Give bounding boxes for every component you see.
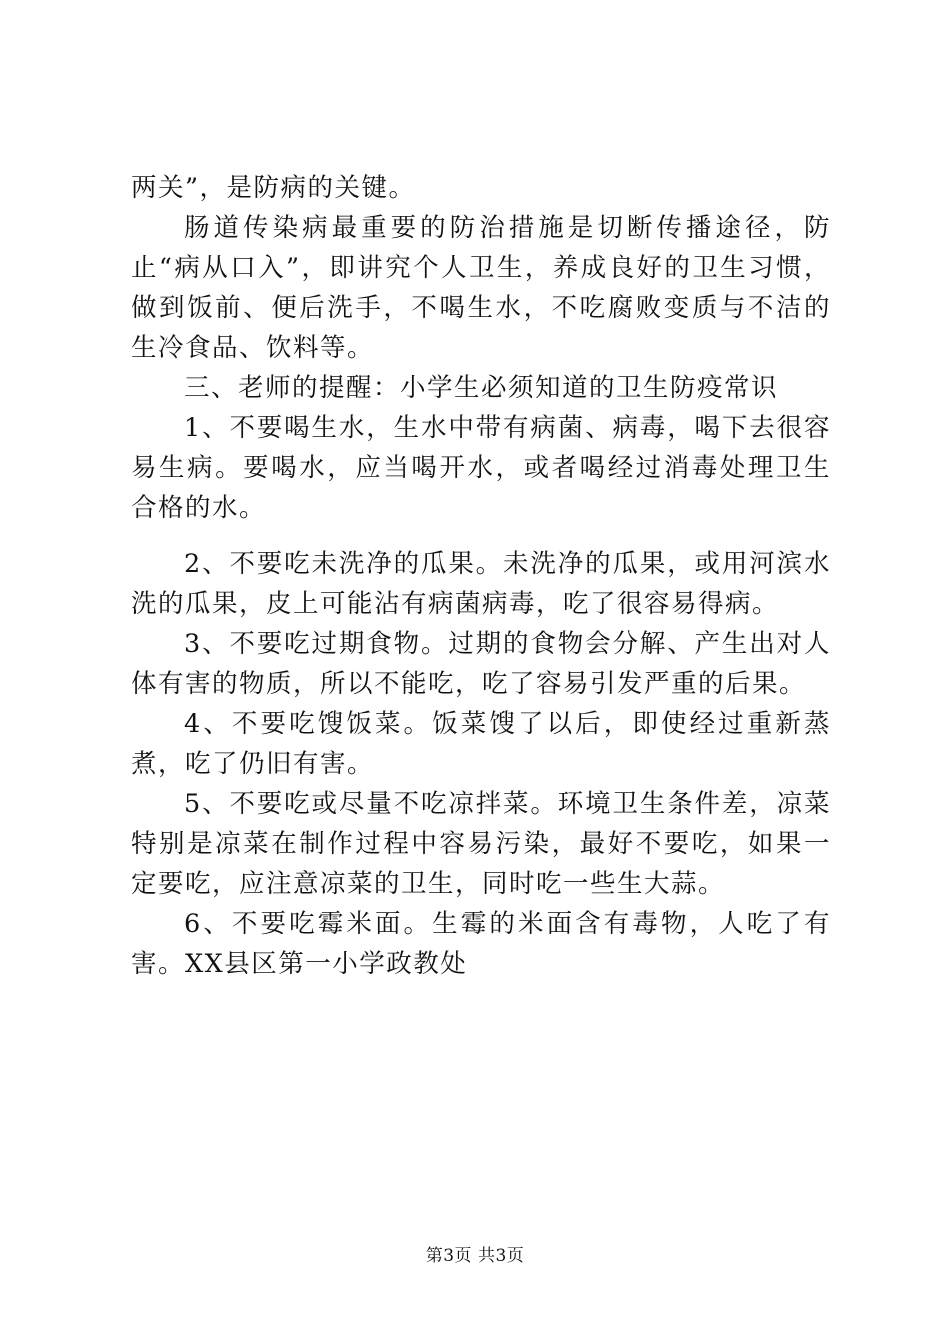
list-item-4: 4、不要吃馊饭菜。饭菜馊了以后，即使经过重新蒸煮，吃了仍旧有害。	[131, 709, 831, 779]
list-item-2: 2、不要吃未洗净的瓜果。未洗净的瓜果，或用河滨水洗的瓜果，皮上可能沾有病菌病毒，吃了很容易得病。	[131, 549, 831, 619]
section-heading: 三、老师的提醒：小学生必须知道的卫生防疫常识	[184, 373, 779, 403]
paragraph-continuation: 两关”，是防病的关键。	[131, 173, 416, 203]
paragraph-intestinal-disease: 肠道传染病最重要的防治措施是切断传播途径，防止“病从口入”，即讲究个人卫生，养成良好的卫生习惯，做到饭前、便后洗手，不喝生水，不吃腐败变质与不洁的生冷食品、饮料等。	[131, 213, 831, 363]
list-item-5: 5、不要吃或尽量不吃凉拌菜。环境卫生条件差，凉菜特别是凉菜在制作过程中容易污染，最好不要吃，如果一定要吃，应注意凉菜的卫生，同时吃一些生大蒜。	[131, 789, 831, 899]
list-item-6: 6、不要吃霉米面。生霉的米面含有毒物，人吃了有害。XX县区第一小学政教处	[131, 909, 831, 979]
page-number-footer: 第3页 共3页	[425, 1246, 525, 1266]
document-body	[131, 168, 831, 984]
list-item-1: 1、不要喝生水，生水中带有病菌、病毒，喝下去很容易生病。要喝水，应当喝开水，或者喝经过消毒处理卫生合格的水。	[131, 413, 831, 523]
list-item-3: 3、不要吃过期食物。过期的食物会分解、产生出对人体有害的物质，所以不能吃，吃了容易引发严重的后果。	[131, 629, 831, 699]
